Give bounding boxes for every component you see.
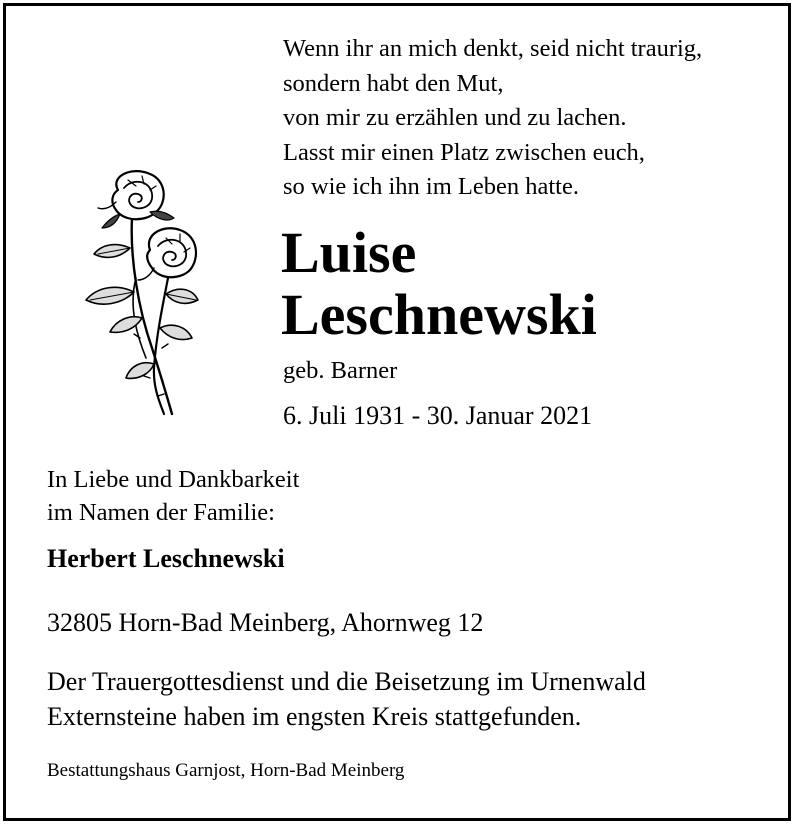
rose-bloom-top — [98, 171, 174, 228]
rose-leaf — [86, 287, 134, 304]
rose-leaf — [160, 325, 192, 339]
poem-line: sondern habt den Mut, — [283, 69, 504, 97]
thanks-line: In Liebe und Dankbarkeit — [47, 466, 300, 493]
poem-line: Wenn ihr an mich denkt, seid nicht traurig, — [283, 35, 703, 62]
rose-illustration — [80, 168, 205, 416]
first-name: Luise — [281, 220, 417, 285]
last-name: Leschnewski — [281, 282, 597, 347]
life-dates: 6. Juli 1931 - 30. Januar 2021 — [283, 401, 593, 430]
service-line: Externsteine haben im engsten Kreis stattgefunden. — [47, 702, 582, 731]
poem-line: von mir zu erzählen und zu lachen. — [283, 104, 627, 131]
family-address: 32805 Horn-Bad Meinberg, Ahornweg 12 — [47, 608, 484, 637]
service-line: Der Trauergottesdienst und die Beisetzung im Urnenwald — [47, 667, 646, 696]
signer-name: Herbert Leschnewski — [47, 544, 285, 573]
deceased-name — [281, 222, 597, 346]
rose-stem — [154, 268, 170, 414]
thanks-note — [47, 463, 299, 529]
rose-leaf — [126, 363, 154, 379]
birth-name: geb. Barner — [283, 357, 398, 384]
undertaker-credit: Bestattungshaus Garnjost, Horn-Bad Meinberg — [47, 760, 405, 781]
thanks-line: im Namen der Familie: — [47, 499, 275, 526]
poem-line: so wie ich ihn im Leben hatte. — [283, 173, 579, 200]
rose-bloom-lower — [138, 228, 196, 280]
poem-line: Lasst mir einen Platz zwischen euch, — [283, 138, 645, 166]
memorial-poem — [283, 32, 702, 205]
service-note — [47, 664, 646, 734]
rose-leaf — [166, 289, 198, 303]
